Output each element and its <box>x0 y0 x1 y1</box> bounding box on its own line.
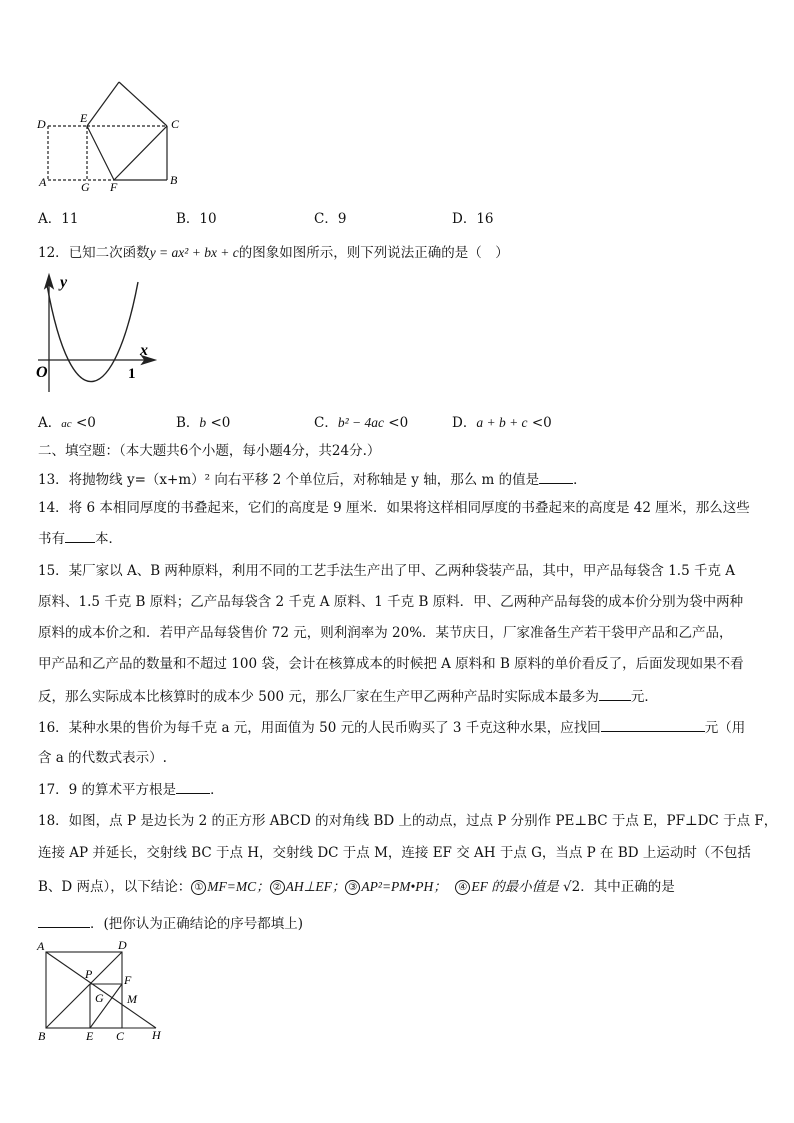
q12-option-a: A．ac <0 <box>38 415 96 431</box>
q14-line2: 书有 本． <box>38 528 122 549</box>
fig11-label-c: C <box>171 117 180 131</box>
fig18-label-a: A <box>37 940 45 953</box>
fig11-label-d: D <box>37 117 46 131</box>
fig11-label-b: B <box>170 173 178 187</box>
q15-line4: 甲产品和乙产品的数量和不超过 100 袋，会计在核算成本的时候把 A 原料和 B 原料的单价看反了，后面发现如果不看 <box>38 656 744 672</box>
fig18-label-b: B <box>38 1029 46 1043</box>
section-fill-in-header: 二、填空题：（本大题共6个小题，每小题4分，共24分.） <box>38 443 381 459</box>
q15-line1: 15．某厂家以 A、B 两种原料，利用不同的工艺手法生产出了甲、乙两种袋装产品，其中，甲产品每袋含 1.5 千克 A <box>38 563 736 579</box>
fig12-origin-label: O <box>36 364 48 381</box>
q12-text-a: 已知二次函数 <box>68 245 150 261</box>
q11-option-c: C．9 <box>314 211 347 227</box>
q15-line2: 原料、1.5 千克 B 原料；乙产品每袋含 2 千克 A 原料、1 千克 B 原料．甲、乙两种产品每袋的成本价分别为袋中两种 <box>38 594 744 610</box>
q11-option-b: B．10 <box>176 211 217 227</box>
fig12-one-label: 1 <box>128 366 136 382</box>
parabola-curve <box>47 282 138 382</box>
q12-num: 12． <box>38 245 69 261</box>
fig18-label-f: F <box>124 973 132 987</box>
q15-line3: 原料的成本价之和．若甲产品每袋售价 72 元，则利润率为 20%．某节庆日，厂家准备生产若干袋甲产品和乙产品， <box>38 625 733 641</box>
q12-option-c: C．b² − 4ac <0 <box>314 415 409 431</box>
q12-stem <box>38 243 509 263</box>
fig11-label-a: A <box>39 175 47 189</box>
q18-answer-blank[interactable] <box>38 913 90 928</box>
fig11-label-e: E <box>80 111 88 125</box>
conclusion-1-marker: ① <box>191 880 206 895</box>
fig12-x-label: x <box>140 342 148 359</box>
q11-option-a: A．11 <box>38 211 79 227</box>
q18-line1: 18．如图，点 P 是边长为 2 的正方形 ABCD 的对角线 BD 上的动点，过点 P 分别作 PE⊥BC 于点 E，PF⊥DC 于点 F， <box>38 813 778 829</box>
fig18-label-h: H <box>152 1028 161 1042</box>
fig18-label-g: G <box>95 991 104 1005</box>
conclusion-4-marker: ④ <box>455 880 470 895</box>
q18-line2: 连接 AP 并延长，交射线 BC 于点 H，交射线 DC 于点 M，连接 EF 交 AH 于点 G，当点 P 在 BD 上运动时（不包括 <box>38 845 751 861</box>
fig18-label-p: P <box>85 967 93 981</box>
q18-line3: B、D 两点），以下结论： ① MF=MC； ② AH⊥EF； ③ AP²=PM•PH； ④ EF 的最小值是 √2．其中正确的是 <box>38 879 675 895</box>
q14-line1: 14．将 6 本相同厚度的书叠起来，它们的高度是 9 厘米．如果将这样相同厚度的书叠起来的高度是 42 厘米，那么这些 <box>38 500 750 516</box>
q12-formula: y = ax² + bx + c <box>149 245 239 260</box>
fig18-label-c: C <box>116 1029 125 1043</box>
q15-line5: 反，那么实际成本比核算时的成本少 500 元，那么厂家在生产甲乙两种产品时实际成本最多为 元． <box>38 686 658 707</box>
q13-answer-blank[interactable] <box>539 469 573 484</box>
q16-line2: 含 a 的代数式表示）. <box>38 750 167 766</box>
q18-line4: ．(把你认为正确结论的序号都填上) <box>38 913 303 934</box>
fig18-label-d: D <box>118 940 127 952</box>
fig12-y-label: y <box>60 274 68 291</box>
q12-parabola-figure <box>30 270 170 395</box>
q12-text-b: 的图象如图所示，则下列说法正确的是（ ） <box>238 245 509 261</box>
fig11-label-f: F <box>110 180 118 194</box>
fig18-label-m: M <box>127 992 137 1006</box>
q16-line1: 16．某种水果的售价为每千克 a 元，用面值为 50 元的人民币购买了 3 千克这种水果，应找回 元（用 <box>38 717 745 738</box>
q11-figure <box>34 76 194 196</box>
q13: 13．将抛物线 y=（x+m）² 向右平移 2 个单位后，对称轴是 y 轴，那么 m 的值是 ． <box>38 469 587 490</box>
q17: 17．9 的算术平方根是 ． <box>38 779 224 800</box>
q11-option-d: D．16 <box>452 211 494 227</box>
q18-square-figure <box>34 940 174 1045</box>
q15-answer-blank[interactable] <box>599 686 631 701</box>
q12-option-d: D．a + b + c <0 <box>452 415 552 431</box>
conclusion-3-marker: ③ <box>345 880 360 895</box>
fig18-label-e: E <box>86 1029 94 1043</box>
q12-option-b: B．b <0 <box>176 415 231 431</box>
fig11-label-g: G <box>81 180 90 194</box>
sqrt-two: √2 <box>563 879 581 895</box>
q17-answer-blank[interactable] <box>176 779 210 794</box>
q16-answer-blank[interactable] <box>601 717 705 732</box>
q14-answer-blank[interactable] <box>65 528 95 543</box>
conclusion-2-marker: ② <box>270 880 285 895</box>
